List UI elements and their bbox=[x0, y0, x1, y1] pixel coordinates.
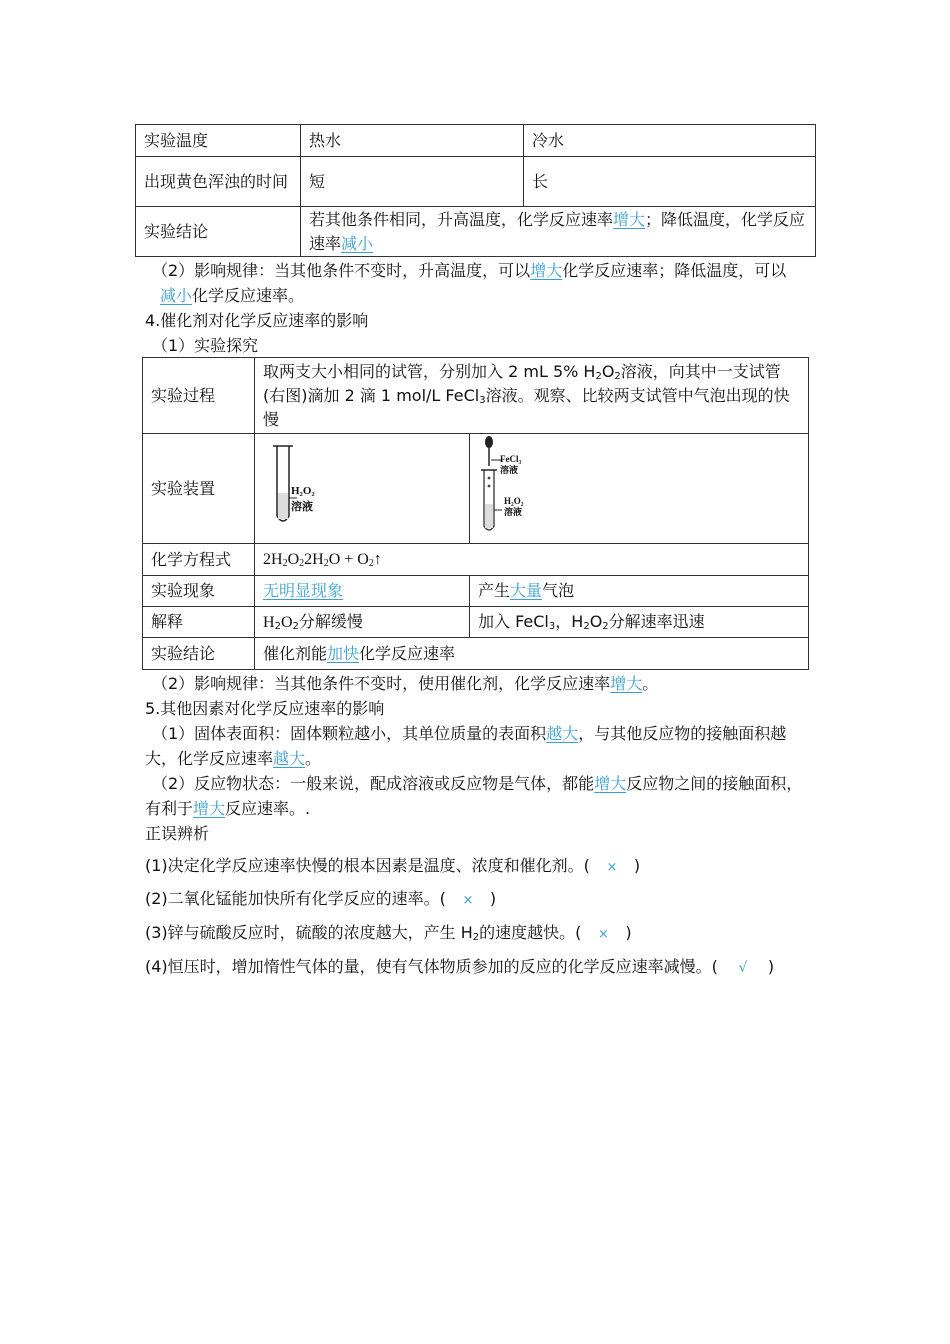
answer: 增大 bbox=[594, 774, 627, 793]
answer: 大量 bbox=[510, 581, 543, 600]
answer: 增大 bbox=[530, 261, 563, 280]
cell-conclusion: 若其他条件相同，升高温度，化学反应速率增大；降低温度，化学反应速率减小 bbox=[301, 207, 816, 257]
cell-conclusion: 催化剂能加快化学反应速率 bbox=[255, 638, 809, 670]
rule-paragraph-cont: 减小化学反应速率。 bbox=[160, 286, 305, 305]
cell-cold: 冷水 bbox=[524, 125, 816, 157]
cell-label: 实验结论 bbox=[143, 638, 255, 670]
state-paragraph: （2）反应物状态：一般来说，配成溶液或反应物是气体，都能增大反应物之间的接触面积， bbox=[152, 774, 803, 793]
check-icon: √ bbox=[738, 960, 748, 976]
cell-process: 取两支大小相同的试管，分别加入 2 mL 5% $H_2O_2$溶液，向其中一支试管(右图)滴加 2 滴 1 mol/L FeCl$_3$溶液。观察、比较两支试管中气泡出现的快慢 bbox=[255, 358, 809, 434]
cell-label: 出现黄色浑浊的时间 bbox=[136, 157, 301, 207]
answer: 无明显现象 bbox=[263, 581, 344, 600]
img1-label: H₂O₂ bbox=[291, 485, 315, 497]
answer: 增大 bbox=[610, 674, 643, 693]
img2-label: FeCl₃ bbox=[500, 454, 522, 464]
temperature-table bbox=[135, 124, 816, 257]
dropper-tube-icon bbox=[478, 434, 548, 534]
answer: 增大 bbox=[613, 209, 646, 229]
img1-label: 溶液 bbox=[291, 501, 313, 513]
state-paragraph-cont: 有利于增大反应速率。. bbox=[145, 799, 311, 818]
question-2: (2)二氧化锰能加快所有化学反应的速率。( × ) bbox=[145, 887, 496, 913]
subheading: （1）实验探究 bbox=[152, 336, 259, 355]
answer: 增大 bbox=[193, 799, 226, 818]
surface-paragraph: （1）固体表面积：固体颗粒越小，其单位质量的表面积越大，与其他反应物的接触面积越 bbox=[152, 724, 787, 743]
cell-expl-b: 加入 FeCl$_3$，$H_2O_2$分解速率迅速 bbox=[470, 607, 809, 638]
cell-device-1 bbox=[255, 434, 470, 544]
cross-icon: × bbox=[462, 893, 474, 908]
section-heading-4: 4.催化剂对化学反应速率的影响 bbox=[145, 311, 369, 330]
question-3: (3)锌与硫酸反应时，硫酸的浓度越大，产生 $H_2$的速度越快。( × ) bbox=[145, 921, 632, 947]
cell-phen-b: 产生大量气泡 bbox=[470, 576, 809, 607]
cell-equation: $2H_2O_22H_2O$ + $O_2↑$ bbox=[255, 544, 809, 576]
question-1: (1)决定化学反应速率快慢的根本因素是温度、浓度和催化剂。( × ) bbox=[145, 854, 640, 880]
cell-phen-a bbox=[255, 576, 470, 607]
section-heading-judgement: 正误辨析 bbox=[145, 824, 210, 843]
img2-label: 溶液 bbox=[504, 507, 523, 517]
rule-paragraph: （2）影响规律：当其他条件不变时，升高温度，可以增大化学反应速率；降低温度，可以 bbox=[152, 261, 787, 280]
answer: 越大 bbox=[546, 724, 579, 743]
cross-icon: × bbox=[597, 927, 609, 942]
section-heading-5: 5.其他因素对化学反应速率的影响 bbox=[145, 699, 385, 718]
img2-label: H₂O₂ bbox=[504, 496, 524, 506]
cell-label: 实验装置 bbox=[143, 434, 255, 544]
cell-expl-a: $H_2O_2$分解缓慢 bbox=[255, 607, 470, 638]
cell-label: 实验现象 bbox=[143, 576, 255, 607]
cell-cold: 长 bbox=[524, 157, 816, 207]
answer: 减小 bbox=[160, 286, 193, 305]
rule-paragraph: （2）影响规律：当其他条件不变时，使用催化剂，化学反应速率增大。 bbox=[152, 674, 659, 693]
catalyst-table bbox=[142, 357, 809, 670]
cell-hot: 短 bbox=[301, 157, 524, 207]
cell-device-2 bbox=[470, 434, 809, 544]
cell-label: 实验过程 bbox=[143, 358, 255, 434]
surface-paragraph-cont: 大，化学反应速率越大。 bbox=[145, 749, 322, 768]
question-4: (4)恒压时，增加惰性气体的量，使有气体物质参加的反应的化学反应速率减慢。( √ ) bbox=[145, 955, 774, 980]
img2-label: 溶液 bbox=[500, 465, 519, 475]
cell-label: 实验结论 bbox=[136, 207, 301, 257]
answer: 减小 bbox=[341, 233, 374, 253]
cell-hot: 热水 bbox=[301, 125, 524, 157]
answer: 加快 bbox=[327, 643, 360, 663]
cell-label: 实验温度 bbox=[136, 125, 301, 157]
cell-label: 解释 bbox=[143, 607, 255, 638]
answer: 越大 bbox=[273, 749, 306, 768]
cross-icon: × bbox=[606, 860, 618, 875]
cell-label: 化学方程式 bbox=[143, 544, 255, 576]
